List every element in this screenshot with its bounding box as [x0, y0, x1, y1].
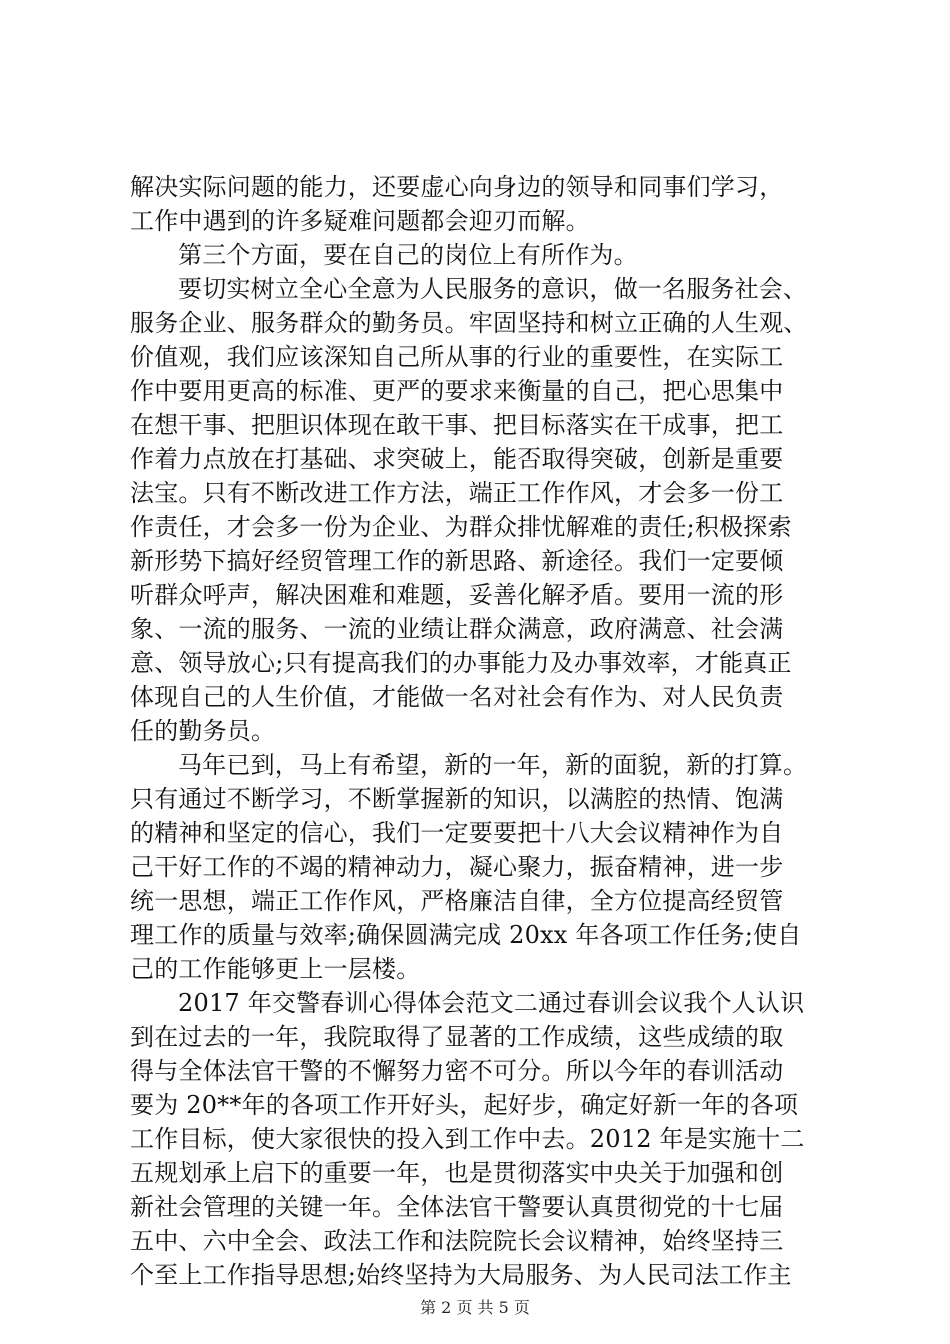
text-line-5: 服务企业、服务群众的勤务员。牢固坚持和树立正确的人生观、 — [130, 309, 808, 337]
text-line-16: 体现自己的人生价值，才能做一名对社会有作为、对人民负责 — [130, 683, 784, 711]
text-line-1: 解决实际问题的能力，还要虚心向身边的领导和同事们学习， — [130, 173, 784, 201]
text-line-28: 要为 20**年的各项工作开好头，起好步，确定好新一年的各项 — [130, 1091, 799, 1119]
text-line-29: 工作目标，使大家很快的投入到工作中去。2012 年是实施十二 — [130, 1125, 805, 1153]
text-line-8: 在想干事、把胆识体现在敢干事、把目标落实在干成事，把工 — [130, 411, 784, 439]
document-body — [130, 170, 850, 1292]
text-line-20: 的精神和坚定的信心，我们一定要要把十八大会议精神作为自 — [130, 819, 784, 847]
text-line-13: 听群众呼声，解决困难和难题，妥善化解矛盾。要用一流的形 — [130, 581, 784, 609]
text-line-27: 得与全体法官干警的不懈努力密不可分。所以今年的春训活动 — [130, 1057, 784, 1085]
text-line-3: 第三个方面，要在自己的岗位上有所作为。 — [178, 241, 638, 269]
text-line-2: 工作中遇到的许多疑难问题都会迎刃而解。 — [130, 207, 590, 235]
text-line-33: 个至上工作指导思想;始终坚持为大局服务、为人民司法工作主 — [130, 1261, 792, 1289]
text-line-17: 任的勤务员。 — [130, 717, 276, 745]
text-line-6: 价值观，我们应该深知自己所从事的行业的重要性，在实际工 — [130, 343, 784, 371]
text-line-25: 2017 年交警春训心得体会范文二通过春训会议我个人认识 — [178, 989, 805, 1017]
text-line-10: 法宝。只有不断改进工作方法，端正工作作风，才会多一份工 — [130, 479, 784, 507]
text-line-22: 统一思想，端正工作作风，严格廉洁自律，全方位提高经贸管 — [130, 887, 784, 915]
text-line-12: 新形势下搞好经贸管理工作的新思路、新途径。我们一定要倾 — [130, 547, 784, 575]
text-line-26: 到在过去的一年，我院取得了显著的工作成绩，这些成绩的取 — [130, 1023, 784, 1051]
text-line-15: 意、领导放心;只有提高我们的办事能力及办事效率，才能真正 — [130, 649, 792, 677]
page-footer: 第 2 页 共 5 页 — [420, 1298, 530, 1317]
text-line-31: 新社会管理的关键一年。全体法官干警要认真贯彻党的十七届 — [130, 1193, 784, 1221]
text-line-23: 理工作的质量与效率;确保圆满完成 20xx 年各项工作任务;使自 — [130, 921, 802, 949]
text-line-21: 己干好工作的不竭的精神动力，凝心聚力，振奋精神，进一步 — [130, 853, 784, 881]
text-line-9: 作着力点放在打基础、求突破上，能否取得突破，创新是重要 — [130, 445, 784, 473]
text-line-32: 五中、六中全会、政法工作和法院院长会议精神，始终坚持三 — [130, 1227, 784, 1255]
text-line-7: 作中要用更高的标准、更严的要求来衡量的自己，把心思集中 — [130, 377, 784, 405]
text-line-4: 要切实树立全心全意为人民服务的意识，做一名服务社会、 — [178, 275, 808, 303]
text-line-19: 只有通过不断学习，不断掌握新的知识，以满腔的热情、饱满 — [130, 785, 784, 813]
text-line-30: 五规划承上启下的重要一年，也是贯彻落实中央关于加强和创 — [130, 1159, 784, 1187]
text-line-24: 己的工作能够更上一层楼。 — [130, 955, 421, 983]
text-line-18: 马年已到，马上有希望，新的一年，新的面貌，新的打算。 — [178, 751, 808, 779]
text-line-14: 象、一流的服务、一流的业绩让群众满意，政府满意、社会满 — [130, 615, 784, 643]
text-line-11: 作责任，才会多一份为企业、为群众排忧解难的责任;积极探索 — [130, 513, 792, 541]
